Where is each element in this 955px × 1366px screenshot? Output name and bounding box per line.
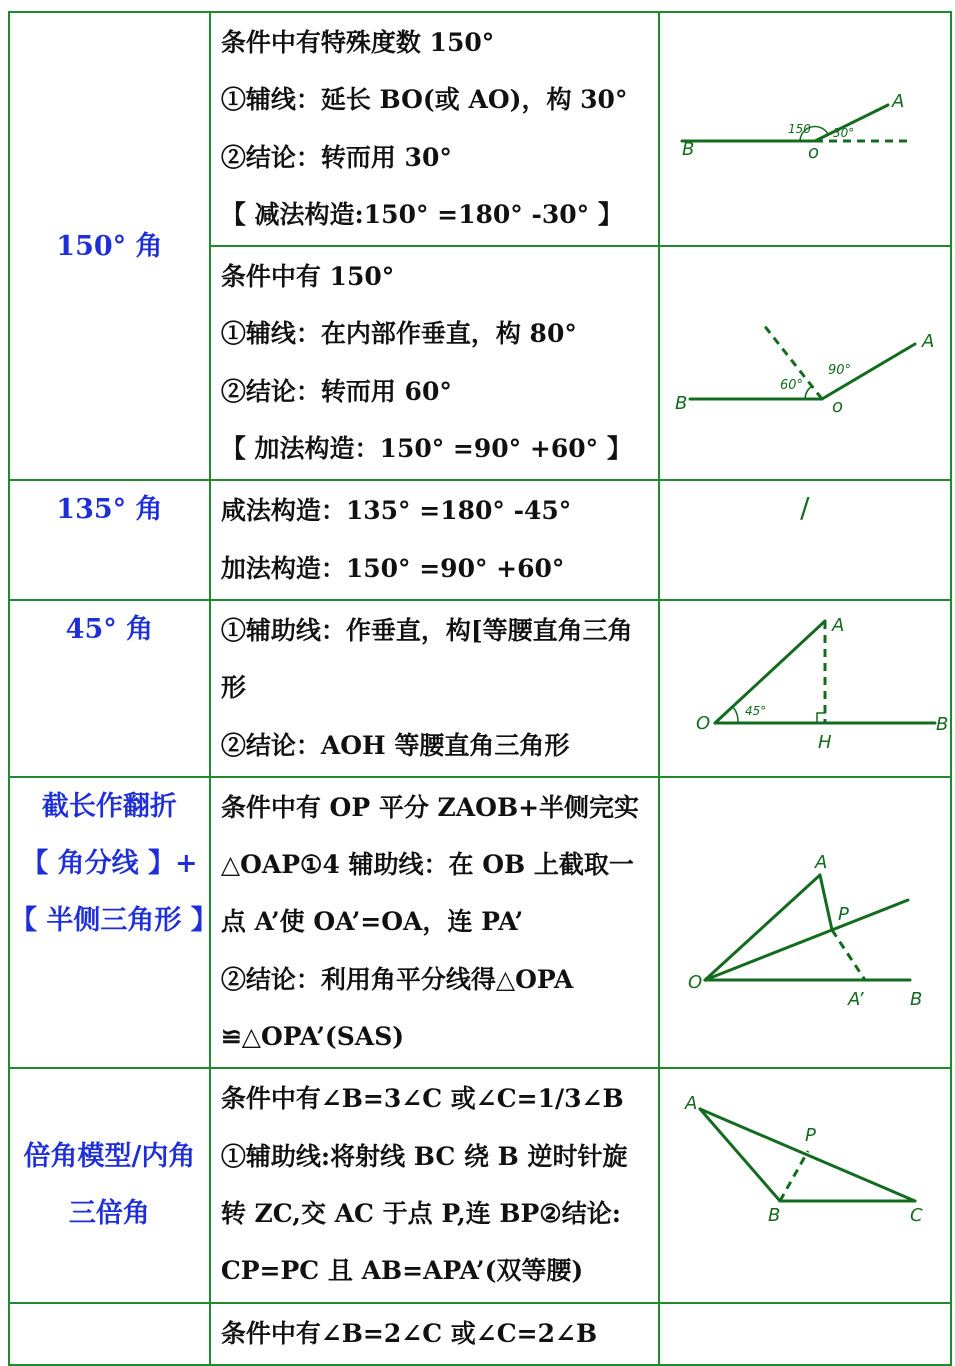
- label-angle-30: 30°: [832, 126, 855, 141]
- row-label-line: 【 角分线 】+: [21, 847, 198, 879]
- line-oa: [715, 621, 825, 723]
- row-135-text: [210, 480, 659, 600]
- line-ab: [700, 1109, 780, 1201]
- angle-arc-60: [805, 386, 812, 399]
- row-label-empty: [9, 1303, 210, 1365]
- text-line: 【 加法构造：150° =90° +60° 】: [220, 434, 632, 464]
- row-label-triple: [9, 1068, 210, 1302]
- line-ap: [820, 875, 832, 930]
- label-a: A: [921, 331, 935, 353]
- label-a: A: [891, 91, 905, 113]
- figure-cell: [659, 777, 951, 1068]
- text-line: 条件中有∠B=2∠C 或∠C=2∠B: [220, 1318, 598, 1348]
- label-a: A: [814, 852, 828, 874]
- row-label-45-text: 45° 角: [65, 613, 154, 645]
- text-line: ①辅助线:将射线 BC 绕 B 逆时针旋转 ZC,交 AC 于点 P,连 BP②结论:: [220, 1141, 628, 1228]
- row-label-line: 截长作翻折: [41, 790, 177, 822]
- text-line: 咸法构造：135° =180° -45°: [220, 496, 572, 526]
- text-line: ②结论：转而用 60°: [220, 376, 452, 406]
- label-a: A: [684, 1093, 698, 1115]
- label-o: o: [807, 142, 819, 164]
- figure-triple-angle: [660, 1071, 951, 1299]
- row-label-135: [9, 480, 210, 600]
- label-o: O: [695, 713, 710, 735]
- row-label-line: 三倍角: [68, 1198, 150, 1230]
- text-line: ①辅线：延长 BO(或 AO)，构 30°: [220, 85, 628, 115]
- row-double-text: [210, 1303, 659, 1365]
- text-line: CP=PC 且 AB=APA’(双等腰): [220, 1256, 584, 1286]
- text-line: 条件中有 OP 平分 ZAOB+半侧完实△OAP①4 辅助线：在 OB 上截取一点 A’使 OA’=OA，连 PA’: [220, 792, 640, 937]
- figure-cell: [659, 1068, 951, 1302]
- label-angle-45: 45°: [744, 704, 767, 719]
- angle-arc-45: [733, 707, 738, 723]
- label-b: B: [674, 393, 688, 415]
- text-line: 条件中有∠B=3∠C 或∠C=1/3∠B: [220, 1084, 624, 1114]
- row-label-line: 倍角模型/内角: [23, 1141, 196, 1173]
- row-label-45: [9, 600, 210, 777]
- row-triple-text: [210, 1068, 659, 1302]
- figure-150-addition: [660, 249, 951, 477]
- figure-cell: [659, 600, 951, 777]
- line-bp-dashed: [780, 1151, 808, 1201]
- text-line: ②结论：AOH 等腰直角三角形: [220, 730, 570, 760]
- label-p: P: [804, 1125, 816, 1147]
- label-o: O: [687, 972, 702, 994]
- label-b: B: [767, 1205, 781, 1227]
- figure-bisector-fold: [660, 780, 951, 1065]
- figure-150-subtraction: [660, 15, 951, 243]
- row-label-line: 【 半侧三角形 】: [10, 904, 218, 936]
- line-oa: [705, 875, 820, 980]
- label-a-prime: A’: [847, 989, 864, 1011]
- label-b: B: [681, 139, 695, 161]
- label-a: A: [831, 615, 845, 637]
- figure-cell: [659, 12, 951, 246]
- row-45-text: [210, 600, 659, 777]
- label-b: B: [909, 989, 923, 1011]
- label-o: o: [831, 396, 843, 418]
- text-line: 条件中有 150°: [220, 262, 395, 292]
- label-p: P: [837, 904, 849, 926]
- text-line: 【 减法构造:150° =180° -30° 】: [220, 199, 623, 229]
- figure-cell: [659, 480, 951, 600]
- text-line: 加法构造：150° =90° +60°: [220, 553, 565, 583]
- line-pa2-dashed: [832, 930, 865, 980]
- figure-cell: [659, 246, 951, 480]
- row-150-sub1-text: [210, 12, 659, 246]
- text-line: ①辅助线：作垂直，构[等腰直角三角形: [220, 615, 633, 703]
- label-angle-60: 60°: [779, 378, 803, 394]
- label-b: B: [935, 714, 949, 736]
- text-line: ①辅线：在内部作垂直，构 80°: [220, 319, 577, 349]
- row-150-sub2-text: [210, 246, 659, 480]
- line-op: [705, 900, 908, 980]
- label-angle-90: 90°: [827, 363, 851, 379]
- text-line: ≌△OPA’(SAS): [220, 1022, 405, 1052]
- label-c: C: [909, 1205, 923, 1227]
- label-h: H: [817, 732, 832, 754]
- row-label-150-text: 150° 角: [56, 230, 163, 262]
- line-ac: [700, 1109, 915, 1201]
- text-line: ②结论：转而用 30°: [220, 142, 452, 172]
- row-bisector-text: [210, 777, 659, 1068]
- row-label-135-text: 135° 角: [56, 494, 163, 526]
- row-label-bisector: [9, 777, 218, 1068]
- empty-figure-mark: /: [800, 491, 810, 525]
- text-line: 条件中有特殊度数 150°: [220, 28, 495, 57]
- row-label-150: [9, 12, 210, 480]
- figure-45-angle: [660, 603, 951, 773]
- label-angle-150: 150: [787, 122, 811, 137]
- text-line: ②结论：利用角平分线得△OPA: [220, 964, 574, 994]
- figure-cell: [659, 1303, 951, 1365]
- angle-model-table: [8, 11, 952, 1366]
